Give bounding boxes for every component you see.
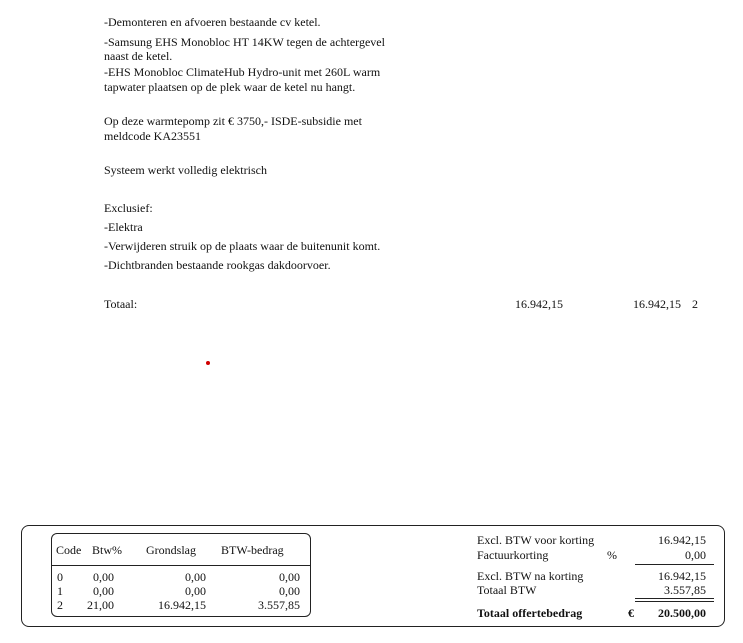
exclusion-item: -Verwijderen struik op de plaats waar de buitenunit komt. xyxy=(104,239,381,253)
vat-header-base: Grondslag xyxy=(146,543,196,557)
total-amount: 16.942,15 xyxy=(515,297,563,311)
excl-before-label: Excl. BTW voor korting xyxy=(477,533,595,547)
total-vat-code: 2 xyxy=(692,297,698,311)
description-line: -Demonteren en afvoeren bestaande cv ketel. xyxy=(104,15,321,29)
vat-header-rate: Btw% xyxy=(92,543,122,557)
discount-percent: % xyxy=(607,548,617,562)
system-note: Systeem werkt volledig elektrisch xyxy=(104,163,267,177)
total-rule-1 xyxy=(635,598,714,599)
description-line: -Samsung EHS Monobloc HT 14KW tegen de achtergevel xyxy=(104,35,385,49)
grand-total-label: Totaal offertebedrag xyxy=(477,606,583,620)
excl-before-value: 16.942,15 xyxy=(658,533,706,547)
total-rule-2 xyxy=(635,601,714,602)
vat-total-label: Totaal BTW xyxy=(477,583,537,597)
description-line: -EHS Monobloc ClimateHub Hydro-unit met 260L warm xyxy=(104,65,381,79)
subsidy-line: Op deze warmtepomp zit € 3750,- ISDE-subsidie met xyxy=(104,114,362,128)
exclusion-item: -Dichtbranden bestaande rookgas dakdoorvoer. xyxy=(104,258,331,272)
description-line: naast de ketel. xyxy=(104,49,173,63)
vat-row-amount: 3.557,85 xyxy=(258,598,300,612)
vat-row-amount: 0,00 xyxy=(279,570,300,584)
discount-value: 0,00 xyxy=(685,548,706,562)
description-line: tapwater plaatsen op de plek waar de ketel nu hangt. xyxy=(104,80,356,94)
currency-symbol: € xyxy=(628,606,634,620)
excl-after-value: 16.942,15 xyxy=(658,569,706,583)
excl-after-label: Excl. BTW na korting xyxy=(477,569,584,583)
vat-row-amount: 0,00 xyxy=(279,584,300,598)
vat-row-base: 0,00 xyxy=(185,570,206,584)
vat-row-code: 1 xyxy=(57,584,63,598)
discount-label: Factuurkorting xyxy=(477,548,549,562)
vat-header-code: Code xyxy=(56,543,82,557)
exclusion-item: -Elektra xyxy=(104,220,143,234)
total-amount-incl: 16.942,15 xyxy=(633,297,681,311)
subtotal-rule xyxy=(635,564,714,565)
vat-row-rate: 21,00 xyxy=(87,598,114,612)
vat-row-base: 0,00 xyxy=(185,584,206,598)
vat-row-base: 16.942,15 xyxy=(158,598,206,612)
vat-row-code: 2 xyxy=(57,598,63,612)
vat-row-code: 0 xyxy=(57,570,63,584)
vat-row-rate: 0,00 xyxy=(93,584,114,598)
grand-total-value: 20.500,00 xyxy=(658,606,706,620)
vat-header-amount: BTW-bedrag xyxy=(221,543,284,557)
subsidy-code-line: meldcode KA23551 xyxy=(104,129,201,143)
vat-row-rate: 0,00 xyxy=(93,570,114,584)
exclusions-heading: Exclusief: xyxy=(104,201,153,215)
vat-table-divider xyxy=(51,565,311,566)
vat-total-value: 3.557,85 xyxy=(664,583,706,597)
red-mark xyxy=(206,361,210,365)
total-label: Totaal: xyxy=(104,297,138,311)
